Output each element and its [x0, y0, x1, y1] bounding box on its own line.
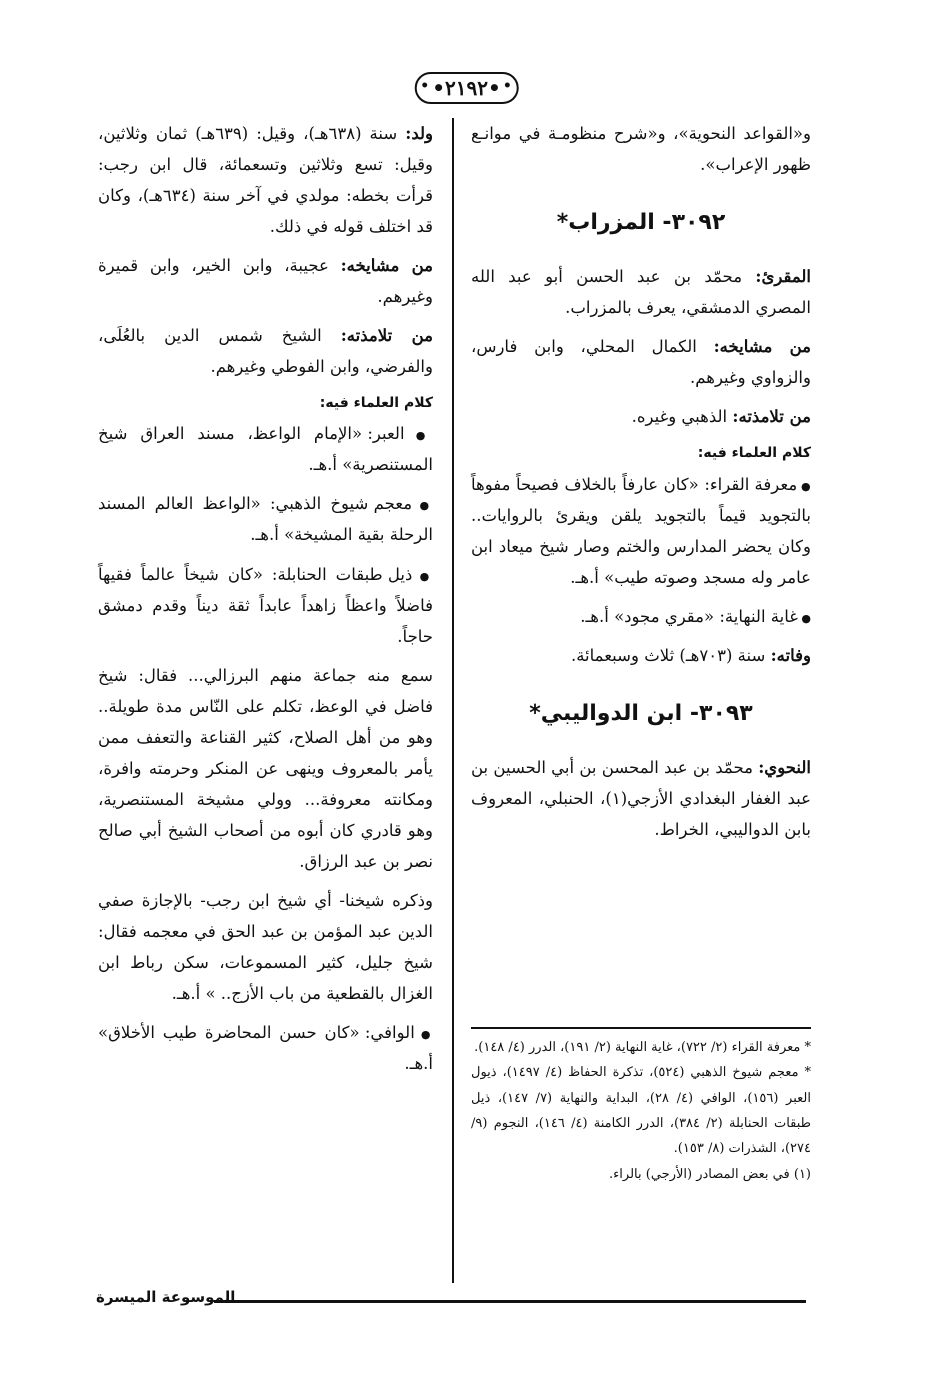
death-text: سنة (٧٠٣هـ) ثلاث وسبعمائة.: [570, 645, 766, 665]
teachers-text: الكمال المحلي، وابن فارس، والزواوي وغيرهم.: [471, 337, 811, 388]
dhikr-paragraph: وذكره شيخنا- أي شيخ ابن رجب- بالإجازة صفي الدين عبد المؤمن بن عبد الحق في معجمه فقال: شيخ جليل، كثير المسموعات، سكن رباط ابن الغزال بالقطعية من باب الأزج.. » أ.هـ.: [98, 890, 433, 1003]
footnotes: [471, 1027, 811, 1187]
entry-3093-grammarian: [471, 752, 811, 845]
bullet-item: ● ذيل طبقات الحنابلة: «كان شيخاً عالماً فقيهاً فاضلاً واعظاً زاهداً عابداً ثقة ديناً وقدم دمشق حاجاً.: [98, 559, 433, 652]
students-text: الشيخ شمس الدين بالعُلَى، والفرضي، وابن الفوطي وغيرهم.: [98, 326, 433, 377]
students-label: من تلامذته:: [732, 407, 811, 427]
left-column: [98, 118, 433, 1087]
entry-3092-teachers: [471, 331, 811, 393]
entry-3092-death: [471, 640, 811, 671]
students-label: من تلامذته:: [340, 326, 434, 346]
entry-3093-title: ٣٠٩٣- ابن الدواليبي*: [529, 700, 753, 726]
birth-text: سنة (٦٣٨هـ)، وقيل: (٦٣٩هـ) ثمان وثلاثين، وقيل: تسع وثلاثين وتسعمائة، قال ابن رجب: قرأت بخطه: مولدي في آخر سنة (٦٣٤هـ)، وكان قد اختلف قوله في ذلك.: [98, 124, 433, 237]
right-column: [471, 118, 811, 853]
column-divider: [452, 118, 454, 1283]
grammarian-label: النحوي:: [758, 758, 811, 778]
scholars-heading: كلام العلماء فيه:: [319, 395, 433, 412]
teachers-label: من مشايخه:: [713, 337, 811, 357]
scholars-heading: كلام العلماء فيه:: [697, 445, 811, 462]
birth-paragraph: [98, 118, 433, 242]
teachers-text: عجيبة، وابن الخير، وابن قميرة وغيرهم.: [98, 256, 433, 307]
entry-3092-title: ٣٠٩٢- المزراب*: [556, 210, 726, 236]
bullet-item: ● معجم شيوخ الذهبي: «الواعظ العالم المسند الرحلة بقية المشيخة» أ.هـ.: [98, 488, 433, 550]
reciter-label: المقرئ:: [755, 267, 811, 287]
bullet-item: ● معرفة القراء: «كان عارفاً بالخلاف فصيحاً مفوهاً بالتجويد قيماً بالتجويد يلقن ويقرئ بالروايات.. وكان يحضر المدارس والختم وصار شيخ ميعاد ابن عامر وله مسجد وصوته طيب» أ.هـ.: [471, 469, 811, 593]
death-label: وفاته:: [770, 645, 811, 665]
students-paragraph: [98, 320, 433, 382]
bullet-item: ● غاية النهاية: «مقري مجود» أ.هـ.: [471, 601, 811, 632]
bullet-item: ● الوافي: «كان حسن المحاضرة طيب الأخلاق» أ.هـ.: [98, 1017, 433, 1079]
bullet-item: ● العبر: «الإمام الواعظ، مسند العراق شيخ المستنصرية» أ.هـ.: [98, 418, 433, 480]
teachers-paragraph: [98, 250, 433, 312]
footnote-item: (١) في بعض المصادر (الأرجي) بالراء.: [609, 1166, 811, 1182]
footer-rule: [214, 1300, 806, 1303]
page-number: • •٢١٩٢• •: [414, 72, 519, 104]
birth-label: ولد:: [405, 124, 433, 143]
footnote-item: * معرفة القراء (٢/ ٧٢٢)، غاية النهاية (٢/ ١٩١)، الدرر (٤/ ١٤٨).: [474, 1040, 811, 1055]
teachers-label: من مشايخه:: [340, 256, 433, 276]
students-text: الذهبي وغيره.: [631, 407, 728, 427]
grammarian-text: محمّد بن عبد المحسن بن أبي الحسين بن عبد الغفار البغدادي الأزجي(١)، الحنبلي، المعروف بابن الدواليبي، الخراط.: [471, 758, 811, 840]
entry-3092-reciter: [471, 261, 811, 323]
entry-3092-students: [471, 401, 811, 432]
reciter-text: محمّد بن عبد الحسن أبو عبد الله المصري الدمشقي، يعرف بالمزراب.: [471, 267, 811, 318]
intro-paragraph: و«القواعد النحوية»، و«شرح منظومـة في موانـع ظهور الإعراب».: [471, 124, 811, 175]
footer-title: الموسوعة الميسرة: [96, 1288, 236, 1306]
footnote-item: * معجم شيوخ الذهبي (٥٢٤)، تذكرة الحفاظ (٤/ ١٤٩٧)، ذيول العبر (١٥٦)، الوافي (٤/ ٢٨)، البداية والنهاية (٧/ ١٤٧)، ذيل طبقات الحنابلة (٢/ ٣٨٤)، الدرر الكامنة (٤/ ١٤٦)، النجوم (٩/ ٢٧٤)، الشذرات (٨/ ١٥٣).: [471, 1065, 812, 1157]
quote-paragraph: سمع منه جماعة منهم البرزالي... فقال: شيخ فاضل في الوعظ، تكلم على النّاس مدة طويلة.. وهو من أهل الصلاح، كثير القناعة والتعفف ممن يأمر بالمعروف وينهى عن المنكر وحرمته وافرة، ومكانته معروفة... وولي مشيخة المستنصرية، وهو قادري كان أبوه من أصحاب الشيخ أبي صالح نصر بن عبد الرزاق.: [98, 665, 433, 871]
